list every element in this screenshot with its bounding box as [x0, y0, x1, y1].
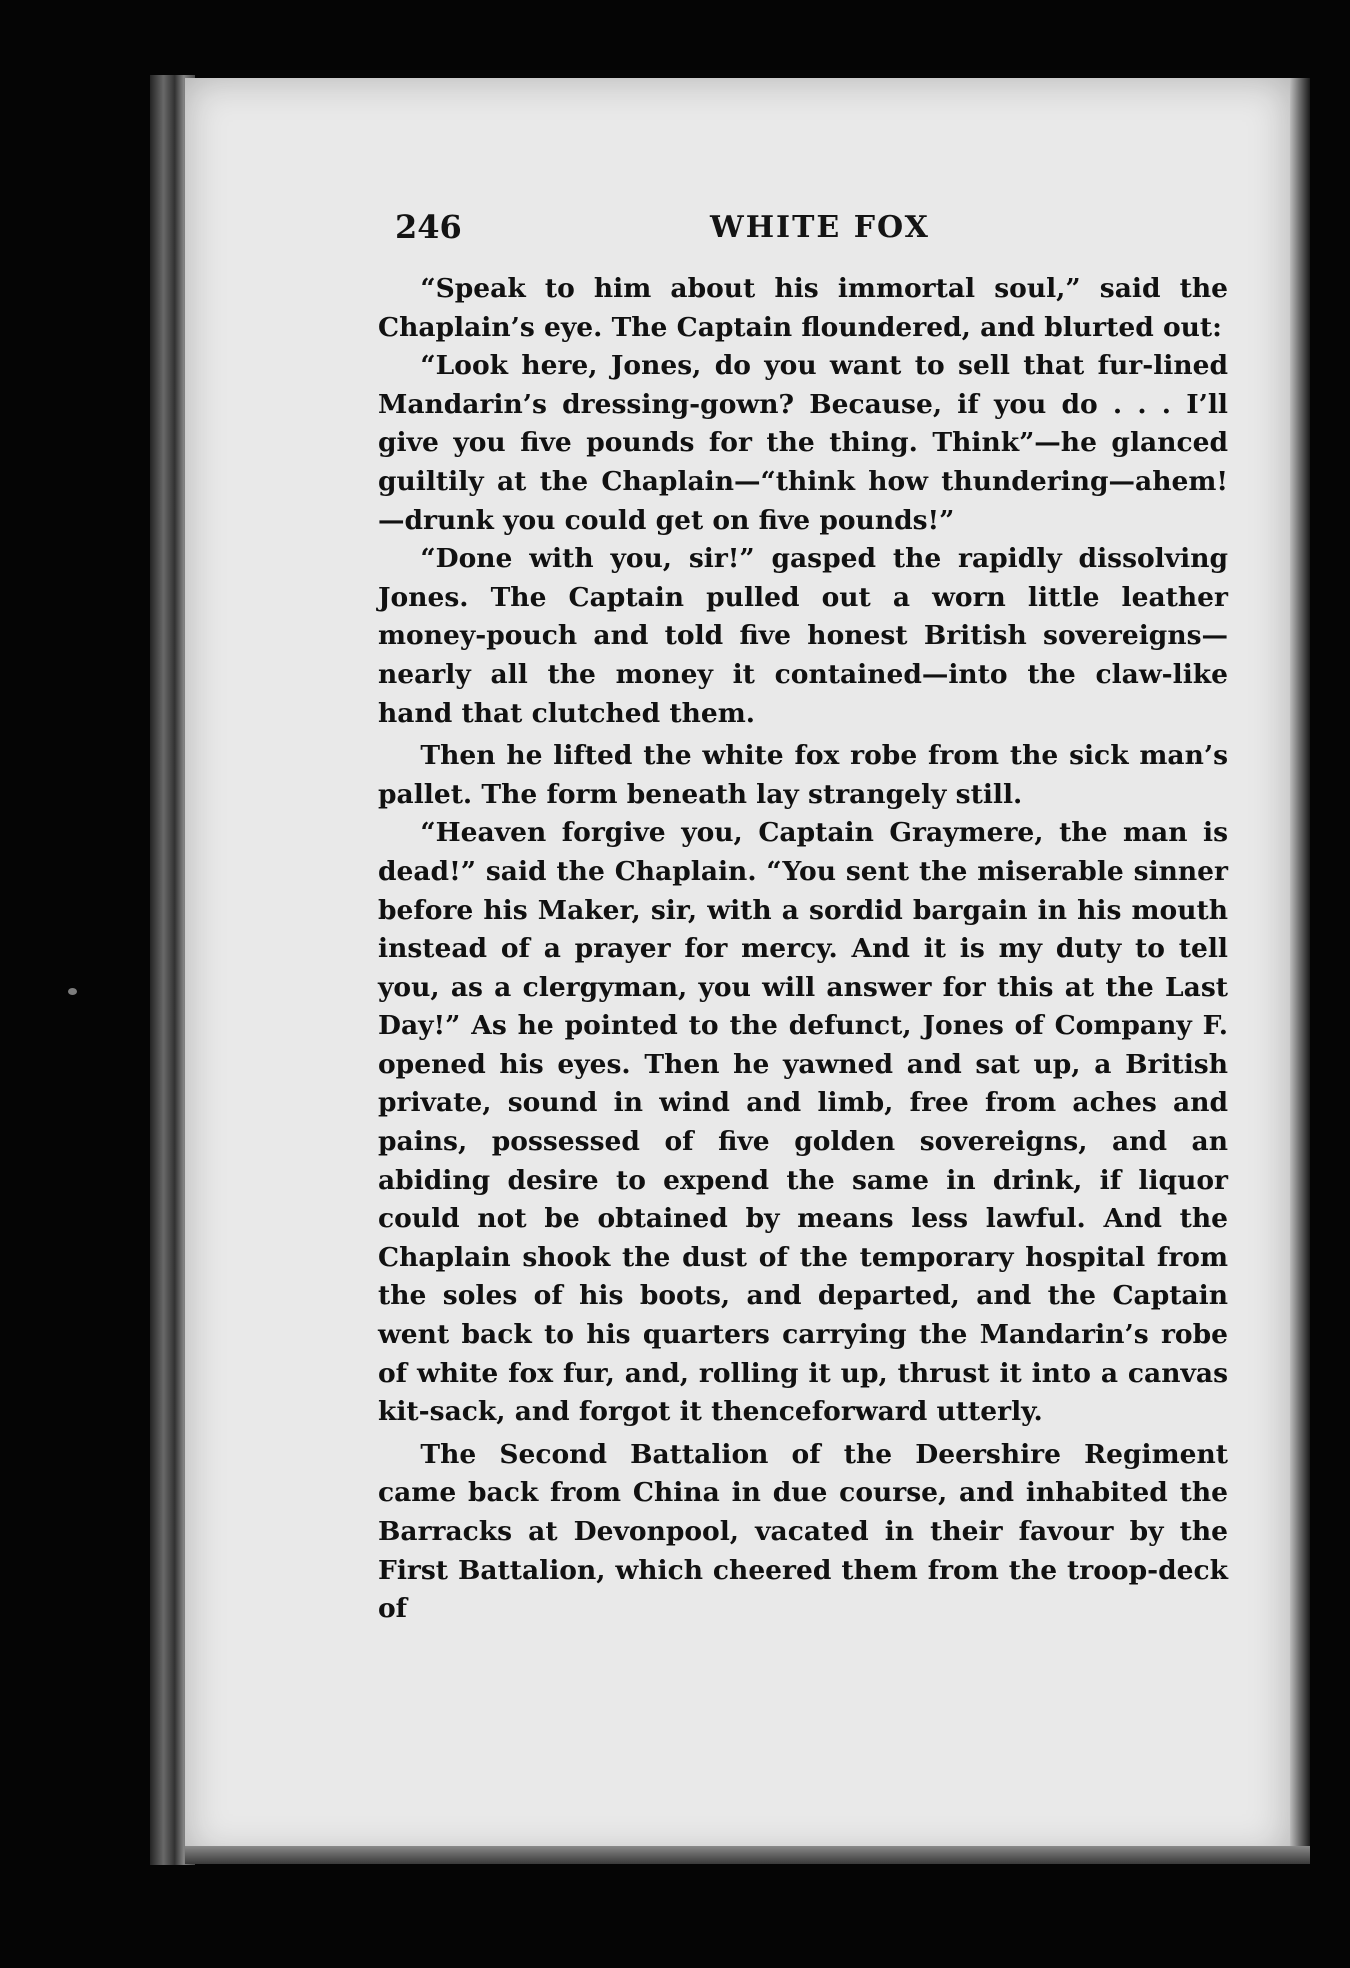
paragraph: “Done with you, sir!” gasped the rapidly dissolving Jones. The Captain pulled out a worn little leather money-pouch and told five honest British sovereigns—nearly all the money it contained—into the claw-like hand that clutched them.: [378, 543, 1228, 729]
page-right-edge: [1290, 78, 1310, 1858]
page-number: 246: [395, 208, 462, 246]
paragraph: The Second Battalion of the Deershire Regiment came back from China in due course, and inhabited the Barracks at Devonpool, vacated in their favour by the First Battalion, which cheered them from the troop-deck of: [378, 1438, 1228, 1625]
scan-speck: [68, 988, 77, 995]
page-header: [395, 208, 1225, 258]
body-text: [378, 270, 1228, 1629]
paragraph: “Look here, Jones, do you want to sell that fur-lined Mandarin’s dressing-gown? Because, if you do . . . I’ll give you five pounds for the thing. Think”—he glanced guiltily at the Chaplain—“think how thundering—ahem! —drunk you could get on five pounds!”: [378, 350, 1228, 536]
paragraph: “Heaven forgive you, Captain Graymere, the man is dead!” said the Chaplain. “You sent the miserable sinner before his Maker, sir, with a sordid bargain in his mouth instead of a prayer for mercy. And it is my duty to tell you, as a clergyman, you will answer for this at the Last Day!” As he pointed to the defunct, Jones of Company F. opened his eyes. Then he yawned and sat up, a British private, sound in wind and limb, free from aches and pains, possessed of five golden sovereigns, and an abiding desire to expend the same in drink, if liquor could not be obtained by means less lawful. And the Chaplain shook the dust of the temporary hospital from the soles of his boots, and departed, and the Captain went back to his quarters carrying the Mandarin’s robe of white fox fur, and, rolling it up, thrust it into a canvas kit-sack, and forgot it thenceforward utterly.: [378, 817, 1228, 1428]
running-head: WHITE FOX: [710, 210, 930, 245]
paragraph: Then he lifted the white fox robe from the sick man’s pallet. The form beneath lay strangely still.: [378, 740, 1228, 810]
page-bottom-edge: [185, 1846, 1310, 1864]
paragraph: “Speak to him about his immortal soul,” said the Chaplain’s eye. The Captain floundered, and blurted out:: [378, 273, 1228, 343]
